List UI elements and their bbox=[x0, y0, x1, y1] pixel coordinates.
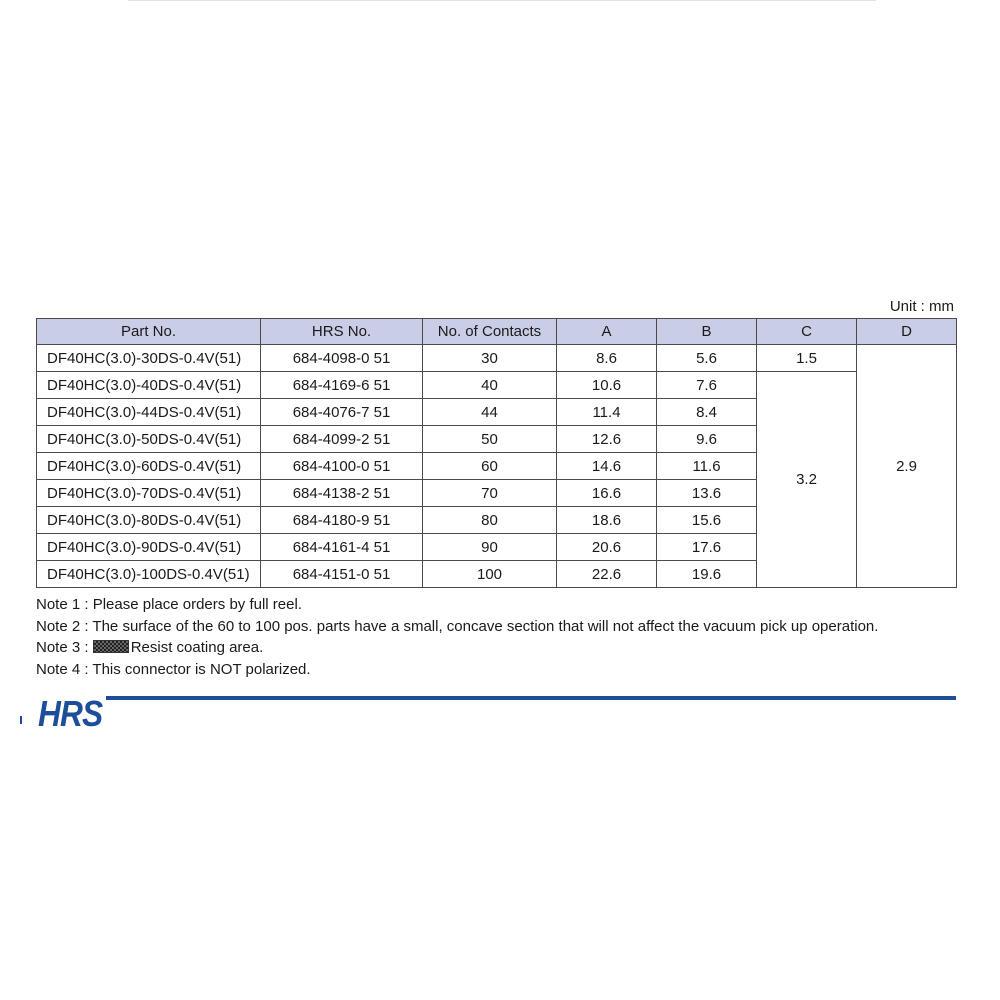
dim-a-cell: 20.6 bbox=[557, 534, 657, 561]
hrs-no-cell: 684-4098-0 51 bbox=[261, 345, 423, 372]
unit-label: Unit : mm bbox=[889, 298, 954, 315]
header-c: C bbox=[757, 319, 857, 345]
part-no-cell: DF40HC(3.0)-30DS-0.4V(51) bbox=[37, 345, 261, 372]
header-hrs-no: HRS No. bbox=[261, 319, 423, 345]
part-no-cell: DF40HC(3.0)-90DS-0.4V(51) bbox=[37, 534, 261, 561]
hrs-no-cell: 684-4180-9 51 bbox=[261, 507, 423, 534]
dim-d-cell: 2.9 bbox=[857, 345, 957, 588]
contacts-cell: 44 bbox=[423, 399, 557, 426]
hrs-no-cell: 684-4076-7 51 bbox=[261, 399, 423, 426]
part-no-cell: DF40HC(3.0)-40DS-0.4V(51) bbox=[37, 372, 261, 399]
dim-a-cell: 22.6 bbox=[557, 561, 657, 588]
dim-b-cell: 11.6 bbox=[657, 453, 757, 480]
header-d: D bbox=[857, 319, 957, 345]
dim-a-cell: 10.6 bbox=[557, 372, 657, 399]
contacts-cell: 80 bbox=[423, 507, 557, 534]
header-a: A bbox=[557, 319, 657, 345]
contacts-cell: 40 bbox=[423, 372, 557, 399]
footer-bar bbox=[106, 696, 956, 700]
spec-table bbox=[36, 318, 957, 588]
contacts-cell: 90 bbox=[423, 534, 557, 561]
dim-b-cell: 8.4 bbox=[657, 399, 757, 426]
dim-a-cell: 14.6 bbox=[557, 453, 657, 480]
dim-b-cell: 5.6 bbox=[657, 345, 757, 372]
note-3-prefix: Note 3 : bbox=[36, 639, 93, 656]
note-4: Note 4 : This connector is NOT polarized. bbox=[36, 660, 311, 678]
contacts-cell: 50 bbox=[423, 426, 557, 453]
resist-coating-swatch-icon bbox=[93, 640, 129, 653]
dim-b-cell: 19.6 bbox=[657, 561, 757, 588]
hrs-no-cell: 684-4100-0 51 bbox=[261, 453, 423, 480]
table-row bbox=[37, 345, 957, 372]
dim-c-cell: 1.5 bbox=[757, 345, 857, 372]
hrs-no-cell: 684-4138-2 51 bbox=[261, 480, 423, 507]
header-part-no: Part No. bbox=[37, 319, 261, 345]
part-no-cell: DF40HC(3.0)-100DS-0.4V(51) bbox=[37, 561, 261, 588]
dim-a-cell: 18.6 bbox=[557, 507, 657, 534]
contacts-cell: 30 bbox=[423, 345, 557, 372]
contacts-cell: 70 bbox=[423, 480, 557, 507]
dim-a-cell: 16.6 bbox=[557, 480, 657, 507]
hrs-logo: HRS bbox=[38, 693, 103, 734]
dim-c-cell: 3.2 bbox=[757, 372, 857, 588]
header-b: B bbox=[657, 319, 757, 345]
note-1: Note 1 : Please place orders by full reel. bbox=[36, 596, 302, 613]
header-contacts: No. of Contacts bbox=[423, 319, 557, 345]
dim-a-cell: 8.6 bbox=[557, 345, 657, 372]
hrs-no-cell: 684-4151-0 51 bbox=[261, 561, 423, 588]
dim-b-cell: 17.6 bbox=[657, 534, 757, 561]
notes-block bbox=[36, 594, 878, 680]
edge-mark bbox=[20, 716, 22, 724]
dim-b-cell: 15.6 bbox=[657, 507, 757, 534]
contacts-cell: 100 bbox=[423, 561, 557, 588]
contacts-cell: 60 bbox=[423, 453, 557, 480]
part-no-cell: DF40HC(3.0)-44DS-0.4V(51) bbox=[37, 399, 261, 426]
hrs-no-cell: 684-4169-6 51 bbox=[261, 372, 423, 399]
note-3-text: Resist coating area. bbox=[130, 639, 264, 656]
dim-a-cell: 12.6 bbox=[557, 426, 657, 453]
table-header-row bbox=[37, 319, 957, 345]
dim-b-cell: 9.6 bbox=[657, 426, 757, 453]
dim-a-cell: 11.4 bbox=[557, 399, 657, 426]
note-2: Note 2 : The surface of the 60 to 100 pos. parts have a small, concave section that will not affect the vacuum pick up operation. bbox=[36, 617, 879, 635]
hrs-no-cell: 684-4161-4 51 bbox=[261, 534, 423, 561]
top-divider bbox=[128, 0, 876, 1]
dim-b-cell: 7.6 bbox=[657, 372, 757, 399]
dim-b-cell: 13.6 bbox=[657, 480, 757, 507]
part-no-cell: DF40HC(3.0)-80DS-0.4V(51) bbox=[37, 507, 261, 534]
part-no-cell: DF40HC(3.0)-70DS-0.4V(51) bbox=[37, 480, 261, 507]
hrs-no-cell: 684-4099-2 51 bbox=[261, 426, 423, 453]
part-no-cell: DF40HC(3.0)-50DS-0.4V(51) bbox=[37, 426, 261, 453]
note-3 bbox=[36, 637, 878, 659]
part-no-cell: DF40HC(3.0)-60DS-0.4V(51) bbox=[37, 453, 261, 480]
table-row bbox=[37, 372, 957, 399]
